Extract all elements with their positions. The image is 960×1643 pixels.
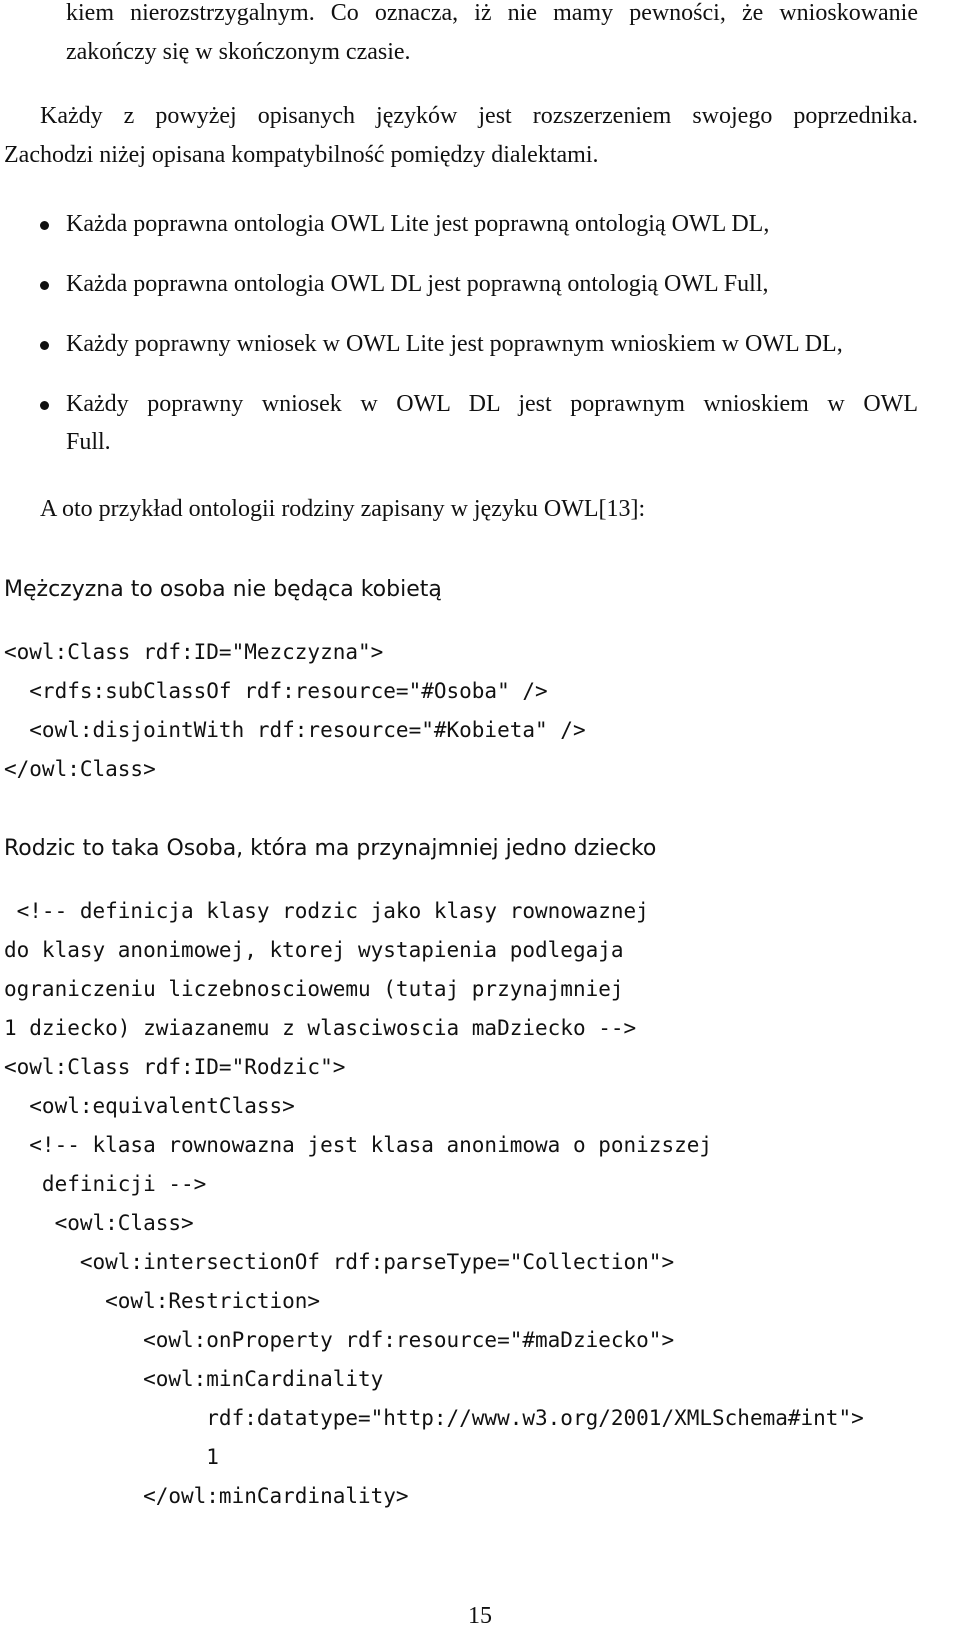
section-heading-mezczyzna: Mężczyzna to osoba nie będąca kobietą bbox=[4, 577, 442, 602]
code-line: </owl:Class> bbox=[4, 757, 156, 781]
code-line: <!-- definicja klasy rodzic jako klasy rownowaznej bbox=[4, 899, 649, 923]
compat-line-2: Zachodzi niżej opisana kompatybilność pomiędzy dialektami. bbox=[4, 142, 599, 168]
code-line: definicji --> bbox=[4, 1172, 207, 1196]
list-item: Każdy poprawny wniosek w OWL Lite jest poprawnym wnioskiem w OWL DL, bbox=[66, 331, 843, 357]
code-line: ograniczeniu liczebnosciowemu (tutaj przynajmniej bbox=[4, 977, 624, 1001]
list-item-continuation: Full. bbox=[66, 429, 111, 455]
code-line: <owl:intersectionOf rdf:parseType="Collection"> bbox=[4, 1250, 675, 1274]
list-item: Każda poprawna ontologia OWL DL jest poprawną ontologią OWL Full, bbox=[66, 271, 769, 297]
bullet-icon bbox=[40, 221, 49, 230]
code-line: </owl:minCardinality> bbox=[4, 1484, 409, 1508]
code-line: <!-- klasa rownowazna jest klasa anonimowa o ponizszej bbox=[4, 1133, 713, 1157]
intro-line-1: kiem nierozstrzygalnym. Co oznacza, iż nie mamy pewności, że wnioskowanie bbox=[66, 0, 918, 26]
code-line: <owl:equivalentClass> bbox=[4, 1094, 295, 1118]
page-number: 15 bbox=[468, 1603, 492, 1629]
code-line: <owl:Class> bbox=[4, 1211, 194, 1235]
code-line: <owl:Class rdf:ID="Rodzic"> bbox=[4, 1055, 346, 1079]
example-intro: A oto przykład ontologii rodziny zapisany w języku OWL[13]: bbox=[40, 496, 646, 522]
code-line: 1 bbox=[4, 1445, 219, 1469]
code-line: do klasy anonimowej, ktorej wystapienia podlegaja bbox=[4, 938, 624, 962]
code-line: rdf:datatype="http://www.w3.org/2001/XMLSchema#int"> bbox=[4, 1406, 864, 1430]
code-line: <owl:Restriction> bbox=[4, 1289, 321, 1313]
bullet-icon bbox=[40, 281, 49, 290]
code-line: 1 dziecko) zwiazanemu z wlasciwoscia maDziecko --> bbox=[4, 1016, 637, 1040]
code-line: <rdfs:subClassOf rdf:resource="#Osoba" /> bbox=[4, 679, 548, 703]
intro-line-2: zakończy się w skończonym czasie. bbox=[66, 39, 411, 65]
code-line: <owl:Class rdf:ID="Mezczyzna"> bbox=[4, 640, 384, 664]
list-item: Każda poprawna ontologia OWL Lite jest poprawną ontologią OWL DL, bbox=[66, 211, 770, 237]
section-heading-rodzic: Rodzic to taka Osoba, która ma przynajmniej jedno dziecko bbox=[4, 836, 657, 861]
list-item: Każdy poprawny wniosek w OWL DL jest poprawnym wnioskiem w OWL bbox=[66, 391, 918, 417]
bullet-icon bbox=[40, 341, 49, 350]
code-line: <owl:minCardinality bbox=[4, 1367, 384, 1391]
bullet-icon bbox=[40, 401, 49, 410]
compat-line-1: Każdy z powyżej opisanych języków jest rozszerzeniem swojego poprzednika. bbox=[40, 103, 918, 129]
code-line: <owl:onProperty rdf:resource="#maDziecko"> bbox=[4, 1328, 675, 1352]
code-line: <owl:disjointWith rdf:resource="#Kobieta" /> bbox=[4, 718, 586, 742]
